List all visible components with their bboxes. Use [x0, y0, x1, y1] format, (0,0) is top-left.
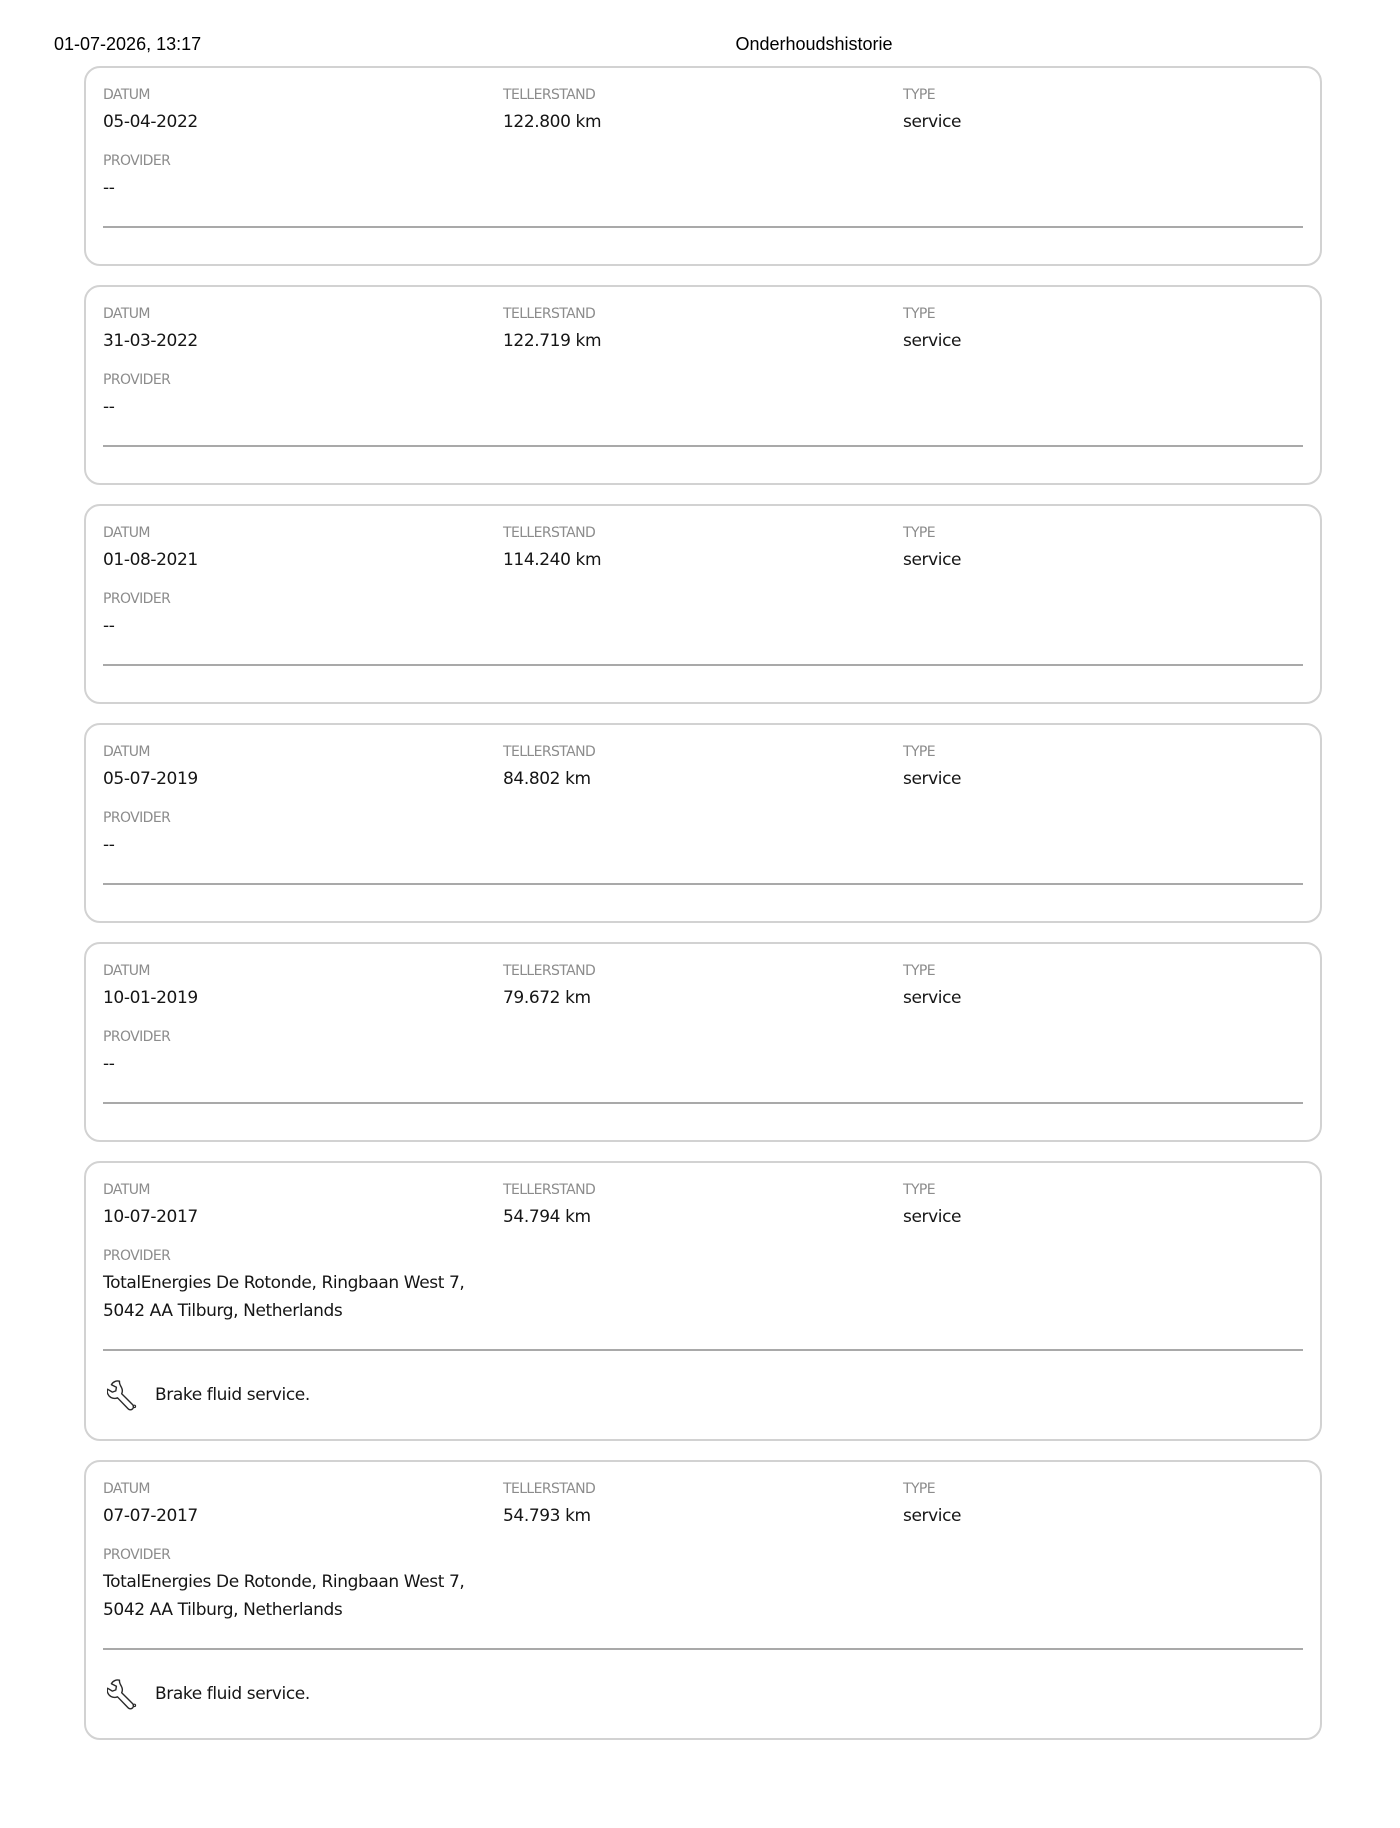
date-label: DATUM	[103, 963, 150, 979]
type-label: TYPE	[903, 744, 935, 760]
date-label: DATUM	[103, 87, 150, 103]
service-note-text: Brake fluid service.	[155, 1385, 310, 1405]
record-footer	[103, 1104, 1303, 1140]
type-value: service	[903, 550, 962, 570]
type-field	[903, 743, 1303, 791]
provider-value: --	[103, 616, 115, 636]
type-field	[903, 305, 1303, 353]
provider-value: --	[103, 835, 115, 855]
provider-label: PROVIDER	[103, 1248, 171, 1264]
type-label: TYPE	[903, 963, 935, 979]
date-value: 10-07-2017	[103, 1207, 198, 1227]
provider-field	[103, 371, 1303, 421]
date-field	[103, 1181, 503, 1229]
type-value: service	[903, 1506, 962, 1526]
type-label: TYPE	[903, 1182, 935, 1198]
odometer-field	[503, 86, 903, 134]
record-fields	[103, 743, 1303, 791]
provider-field	[103, 590, 1303, 640]
record-footer	[103, 666, 1303, 702]
type-label: TYPE	[903, 306, 935, 322]
odometer-value: 122.800 km	[503, 112, 602, 132]
provider-value: --	[103, 397, 115, 417]
type-label: TYPE	[903, 525, 935, 541]
print-timestamp: 01-07-2026, 13:17	[54, 34, 202, 54]
maintenance-record-card	[84, 1161, 1322, 1441]
service-note	[103, 1351, 1303, 1439]
odometer-label: TELLERSTAND	[503, 1481, 596, 1497]
odometer-label: TELLERSTAND	[503, 525, 596, 541]
type-field	[903, 524, 1303, 572]
type-value: service	[903, 112, 962, 132]
type-field	[903, 1480, 1303, 1528]
date-label: DATUM	[103, 306, 150, 322]
odometer-label: TELLERSTAND	[503, 1182, 596, 1198]
date-label: DATUM	[103, 744, 150, 760]
date-value: 05-07-2019	[103, 769, 198, 789]
record-footer	[103, 447, 1303, 483]
provider-label: PROVIDER	[103, 372, 171, 388]
provider-label: PROVIDER	[103, 591, 171, 607]
odometer-value: 84.802 km	[503, 769, 591, 789]
record-footer	[103, 228, 1303, 264]
odometer-value: 54.793 km	[503, 1506, 591, 1526]
record-fields	[103, 86, 1303, 134]
maintenance-record-card	[84, 942, 1322, 1142]
date-field	[103, 305, 503, 353]
odometer-label: TELLERSTAND	[503, 87, 596, 103]
odometer-field	[503, 962, 903, 1010]
date-value: 10-01-2019	[103, 988, 198, 1008]
type-label: TYPE	[903, 1481, 935, 1497]
odometer-field	[503, 305, 903, 353]
record-footer	[103, 885, 1303, 921]
odometer-label: TELLERSTAND	[503, 306, 596, 322]
date-value: 01-08-2021	[103, 550, 198, 570]
record-fields	[103, 1480, 1303, 1528]
date-value: 31-03-2022	[103, 331, 198, 351]
provider-label: PROVIDER	[103, 1029, 171, 1045]
provider-field	[103, 1546, 1303, 1624]
maintenance-record-card	[84, 1460, 1322, 1740]
odometer-field	[503, 1480, 903, 1528]
type-field	[903, 962, 1303, 1010]
odometer-value: 122.719 km	[503, 331, 602, 351]
type-value: service	[903, 1207, 962, 1227]
odometer-value: 54.794 km	[503, 1207, 591, 1227]
date-label: DATUM	[103, 525, 150, 541]
provider-value: --	[103, 1054, 115, 1074]
date-value: 05-04-2022	[103, 112, 198, 132]
type-value: service	[903, 331, 962, 351]
record-fields	[103, 962, 1303, 1010]
odometer-field	[503, 524, 903, 572]
provider-value: --	[103, 178, 115, 198]
wrench-icon	[107, 1677, 141, 1711]
maintenance-record-card	[84, 504, 1322, 704]
type-value: service	[903, 769, 962, 789]
date-label: DATUM	[103, 1182, 150, 1198]
provider-value: TotalEnergies De Rotonde, Ringbaan West 7, 5042 AA Tilburg, Netherlands	[103, 1572, 465, 1620]
record-fields	[103, 1181, 1303, 1229]
type-label: TYPE	[903, 87, 935, 103]
wrench-icon	[107, 1378, 141, 1412]
date-field	[103, 962, 503, 1010]
maintenance-record-card	[84, 723, 1322, 923]
odometer-label: TELLERSTAND	[503, 963, 596, 979]
service-note	[103, 1650, 1303, 1738]
date-field	[103, 1480, 503, 1528]
record-fields	[103, 524, 1303, 572]
date-field	[103, 743, 503, 791]
odometer-value: 114.240 km	[503, 550, 602, 570]
odometer-value: 79.672 km	[503, 988, 591, 1008]
date-value: 07-07-2017	[103, 1506, 198, 1526]
date-field	[103, 524, 503, 572]
service-note-text: Brake fluid service.	[155, 1684, 310, 1704]
type-field	[903, 86, 1303, 134]
page-title: Onderhoudshistorie	[735, 34, 893, 54]
type-value: service	[903, 988, 962, 1008]
provider-field	[103, 1028, 1303, 1078]
provider-label: PROVIDER	[103, 1547, 171, 1563]
provider-field	[103, 809, 1303, 859]
odometer-label: TELLERSTAND	[503, 744, 596, 760]
maintenance-record-list	[84, 66, 1322, 1759]
date-label: DATUM	[103, 1481, 150, 1497]
provider-label: PROVIDER	[103, 810, 171, 826]
provider-label: PROVIDER	[103, 153, 171, 169]
provider-field	[103, 1247, 1303, 1325]
maintenance-record-card	[84, 285, 1322, 485]
odometer-field	[503, 743, 903, 791]
provider-value: TotalEnergies De Rotonde, Ringbaan West 7, 5042 AA Tilburg, Netherlands	[103, 1273, 465, 1321]
type-field	[903, 1181, 1303, 1229]
maintenance-record-card	[84, 66, 1322, 266]
provider-field	[103, 152, 1303, 202]
date-field	[103, 86, 503, 134]
record-fields	[103, 305, 1303, 353]
odometer-field	[503, 1181, 903, 1229]
